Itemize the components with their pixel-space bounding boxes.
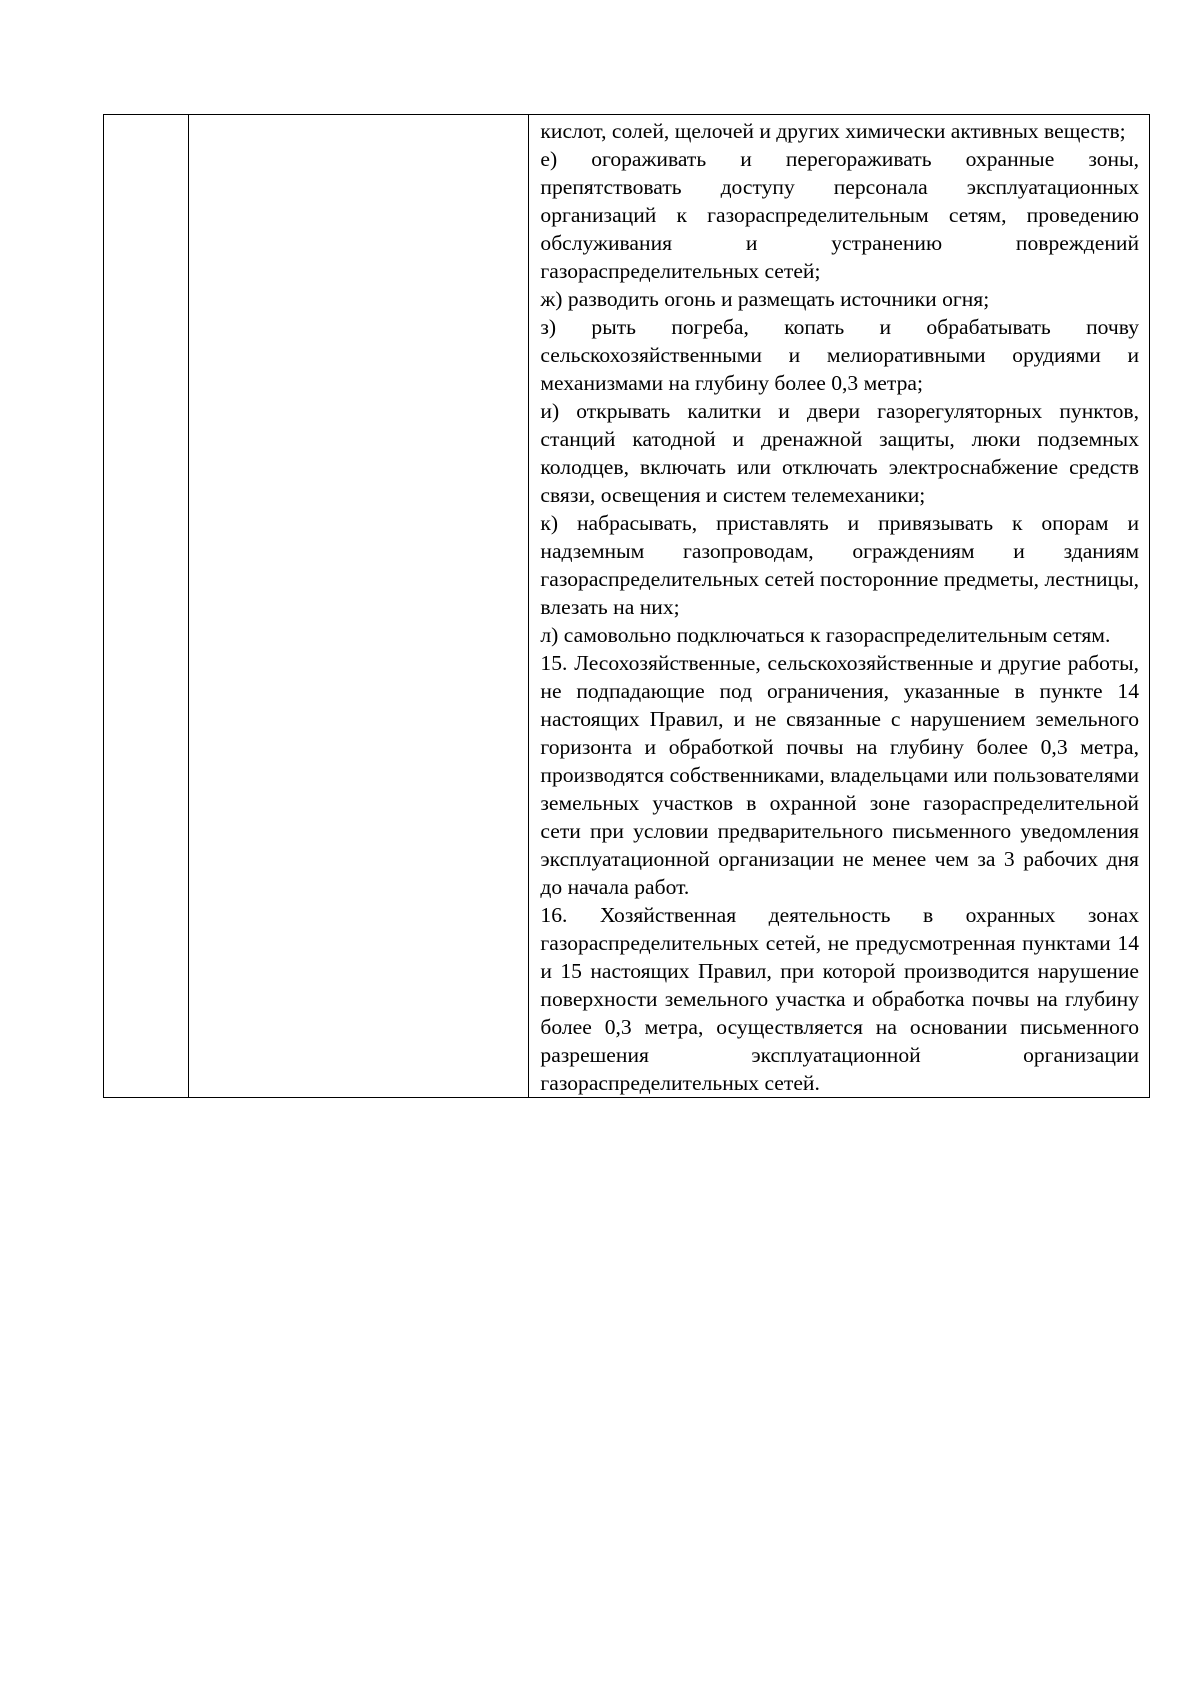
paragraph-item-i: и) открывать калитки и двери газорегуляторных пунктов, станций катодной и дренажной защиты, люки подземных колодцев, включать или отключать электроснабжение средств связи, освещения и систем телемеханики;	[540, 399, 1139, 507]
table-row	[104, 115, 1150, 1098]
cell-text-block	[529, 115, 1149, 1097]
paragraph-item-l: л) самовольно подключаться к газораспределительным сетям.	[540, 623, 1111, 647]
paragraph-item-e: е) огораживать и перегораживать охранные зоны, препятствовать доступу персонала эксплуатационных организаций к газораспределительным сетям, проведению обслуживания и устранению повреждений газораспределительных сетей;	[540, 147, 1139, 283]
paragraph-item-zh: ж) разводить огонь и размещать источники огня;	[540, 287, 990, 311]
table-cell-number	[104, 115, 189, 1098]
document-table	[103, 114, 1150, 1098]
paragraph-15: 15. Лесохозяйственные, сельскохозяйственные и другие работы, не подпадающие под ограничения, указанные в пункте 14 настоящих Правил, и не связанные с нарушением земельного горизонта и обработкой почвы на глубину более 0,3 метра, производятся собственниками, владельцами или пользователями земельных участков в охранной зоне газораспределительной сети при условии предварительного письменного уведомления эксплуатационной организации не менее чем за 3 рабочих дня до начала работ.	[540, 651, 1139, 899]
paragraph-item-k: к) набрасывать, приставлять и привязывать к опорам и надземным газопроводам, ограждениям и зданиям газораспределительных сетей посторонние предметы, лестницы, влезать на них;	[540, 511, 1139, 619]
paragraph: кислот, солей, щелочей и других химически активных веществ;	[540, 119, 1126, 143]
table-cell-content	[529, 115, 1150, 1098]
table-cell-title	[189, 115, 529, 1098]
paragraph-item-z: з) рыть погреба, копать и обрабатывать почву сельскохозяйственными и мелиоративными орудиями и механизмами на глубину более 0,3 метра;	[540, 315, 1139, 395]
paragraph-16: 16. Хозяйственная деятельность в охранных зонах газораспределительных сетей, не предусмотренная пунктами 14 и 15 настоящих Правил, при которой производится нарушение поверхности земельного участка и обработка почвы на глубину более 0,3 метра, осуществляется на основании письменного разрешения эксплуатационной организации газораспределительных сетей.	[540, 903, 1139, 1095]
